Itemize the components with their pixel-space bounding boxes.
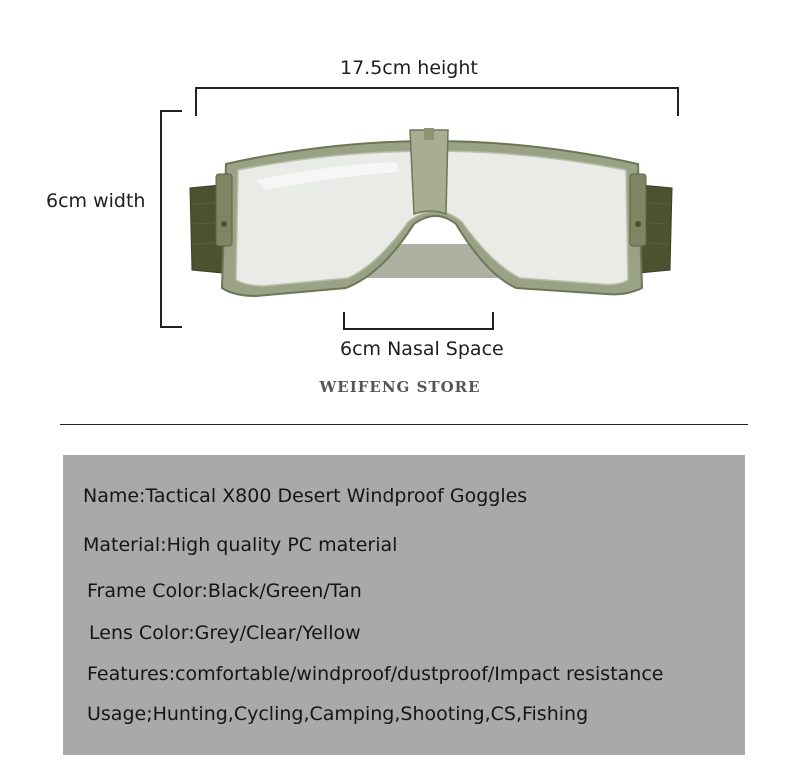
width-dimension-label: 6cm width [46, 190, 146, 212]
store-name: WEIFENG STORE [319, 378, 481, 396]
nasal-dimension-label: 6cm Nasal Space [340, 338, 504, 360]
nasal-dimension-bracket [343, 312, 494, 330]
spec-name: Name:Tactical X800 Desert Windproof Goggles [83, 485, 528, 507]
height-dimension-bracket [195, 87, 679, 116]
spec-features: Features:comfortable/windproof/dustproof/Impact resistance [87, 663, 664, 685]
spec-material: Material:High quality PC material [83, 534, 398, 556]
spec-panel [63, 455, 745, 755]
spec-frame-color: Frame Color:Black/Green/Tan [87, 580, 362, 602]
spec-usage: Usage;Hunting,Cycling,Camping,Shooting,CS,Fishing [87, 703, 589, 725]
width-dimension-bracket [160, 110, 182, 328]
spec-lens-color: Lens Color:Grey/Clear/Yellow [89, 622, 361, 644]
height-dimension-label: 17.5cm height [340, 57, 478, 79]
divider [60, 424, 748, 425]
goggles-product-image [186, 124, 676, 300]
